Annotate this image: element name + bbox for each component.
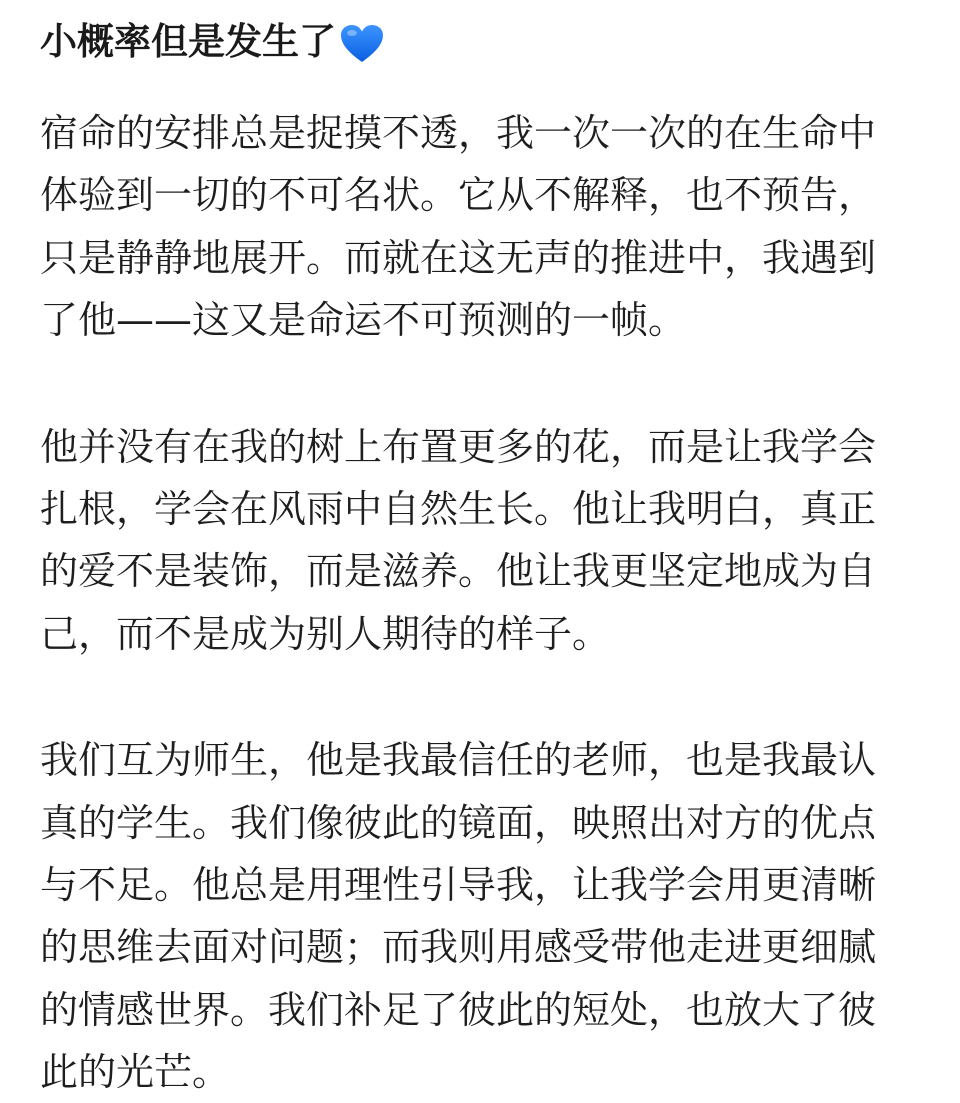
- paragraph-2: [40, 416, 920, 666]
- paragraph-line: 宿命的安排总是捉摸不透，我一次一次的在生命中: [40, 111, 877, 155]
- paragraph-line: 了他——这又是命运不可预测的一帧。: [40, 298, 687, 343]
- paragraph-line: 真的学生。我们像彼此的镜面，映照出对方的优点: [40, 800, 877, 845]
- paragraph-line: 扎根，学会在风雨中自然生长。他让我明白，真正: [40, 486, 877, 531]
- paragraph-line: 我们互为师生，他是我最信任的老师，也是我最认: [40, 738, 877, 783]
- post-content: [40, 10, 920, 1103]
- paragraph-1: [40, 102, 920, 352]
- blue-heart-icon: [340, 24, 384, 64]
- paragraph-line: 只是静静地展开。而就在这无声的推进中，我遇到: [40, 235, 877, 280]
- post-title-row: [40, 10, 920, 74]
- paragraph-line: 此的光芒。: [40, 1050, 231, 1095]
- paragraph-line: 的思维去面对问题；而我则用感受带他走进更细腻: [40, 925, 877, 970]
- paragraph-line: 体验到一切的不可名状。它从不解释，也不预告，: [40, 173, 877, 218]
- paragraph-line: 的爱不是装饰，而是滋养。他让我更坚定地成为自: [40, 549, 877, 594]
- paragraph-3: [40, 729, 920, 1103]
- paragraph-line: 他并没有在我的树上布置更多的花，而是让我学会: [40, 424, 877, 469]
- paragraph-line: 与不足。他总是用理性引导我，让我学会用更清晰: [40, 862, 877, 907]
- post-title: 小概率但是发生了: [40, 20, 336, 63]
- paragraph-line: 己，而不是成为别人期待的样子。: [40, 611, 611, 656]
- paragraph-line: 的情感世界。我们补足了彼此的短处，也放大了彼: [40, 987, 877, 1032]
